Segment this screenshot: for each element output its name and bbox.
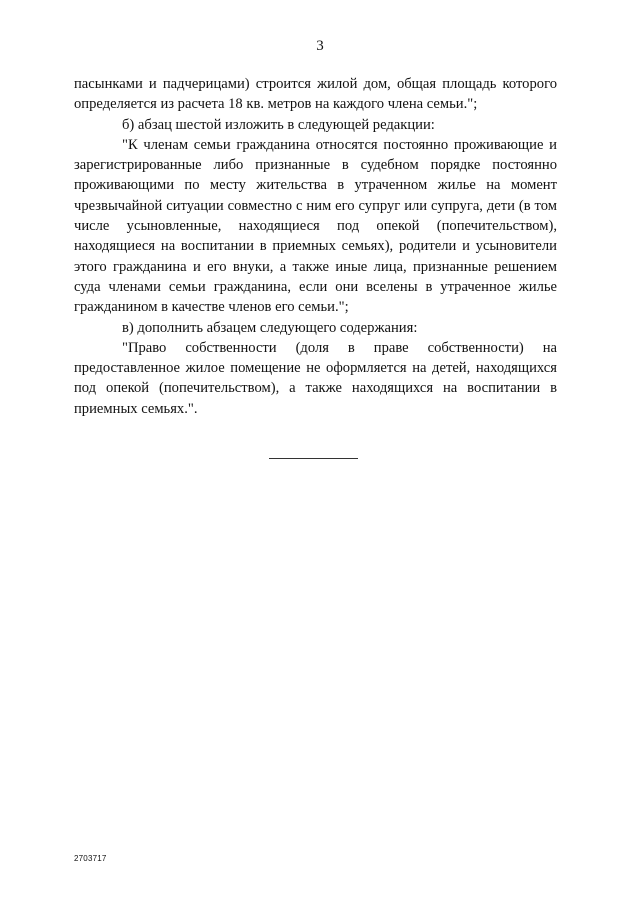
document-body — [74, 74, 557, 419]
paragraph-item-v: в) дополнить абзацем следующего содержания: — [122, 319, 418, 336]
paragraph-continuation: пасынками и падчерицами) строится жилой дом, общая площадь которого определяется из расчета 18 кв. метров на каждого члена семьи."; — [74, 76, 557, 113]
page-number: 3 — [316, 38, 324, 54]
paragraph-ownership-quote: "Право собственности (доля в праве собственности) на предоставленное жилое помещение не оформляется на детей, находящихся под опекой (попечительством), а также находящихся на воспитании в приемных семьях.". — [74, 339, 557, 417]
paragraph-family-members-quote: "К членам семьи гражданина относятся постоянно проживающие и зарегистрированные либо признанные в судебном порядке постоянно проживающими по месту жительства в утраченном жилье на момент чрезвычайной ситуации совместно с ним его супруг или супруга, дети (в том числе усыновленные, находящиеся под опекой (попечительством), находящиеся на воспитании в приемных семьях), родители и усыновители этого гражданина и его внуки, а также иные лица, признанные решением суда членами семьи гражданина, если они вселены в утраченное жилье гражданином в качестве членов его семьи."; — [74, 136, 557, 316]
paragraph-item-b: б) абзац шестой изложить в следующей редакции: — [122, 116, 435, 133]
end-divider-line — [269, 458, 358, 459]
footer-document-code: 2703717 — [74, 854, 107, 863]
